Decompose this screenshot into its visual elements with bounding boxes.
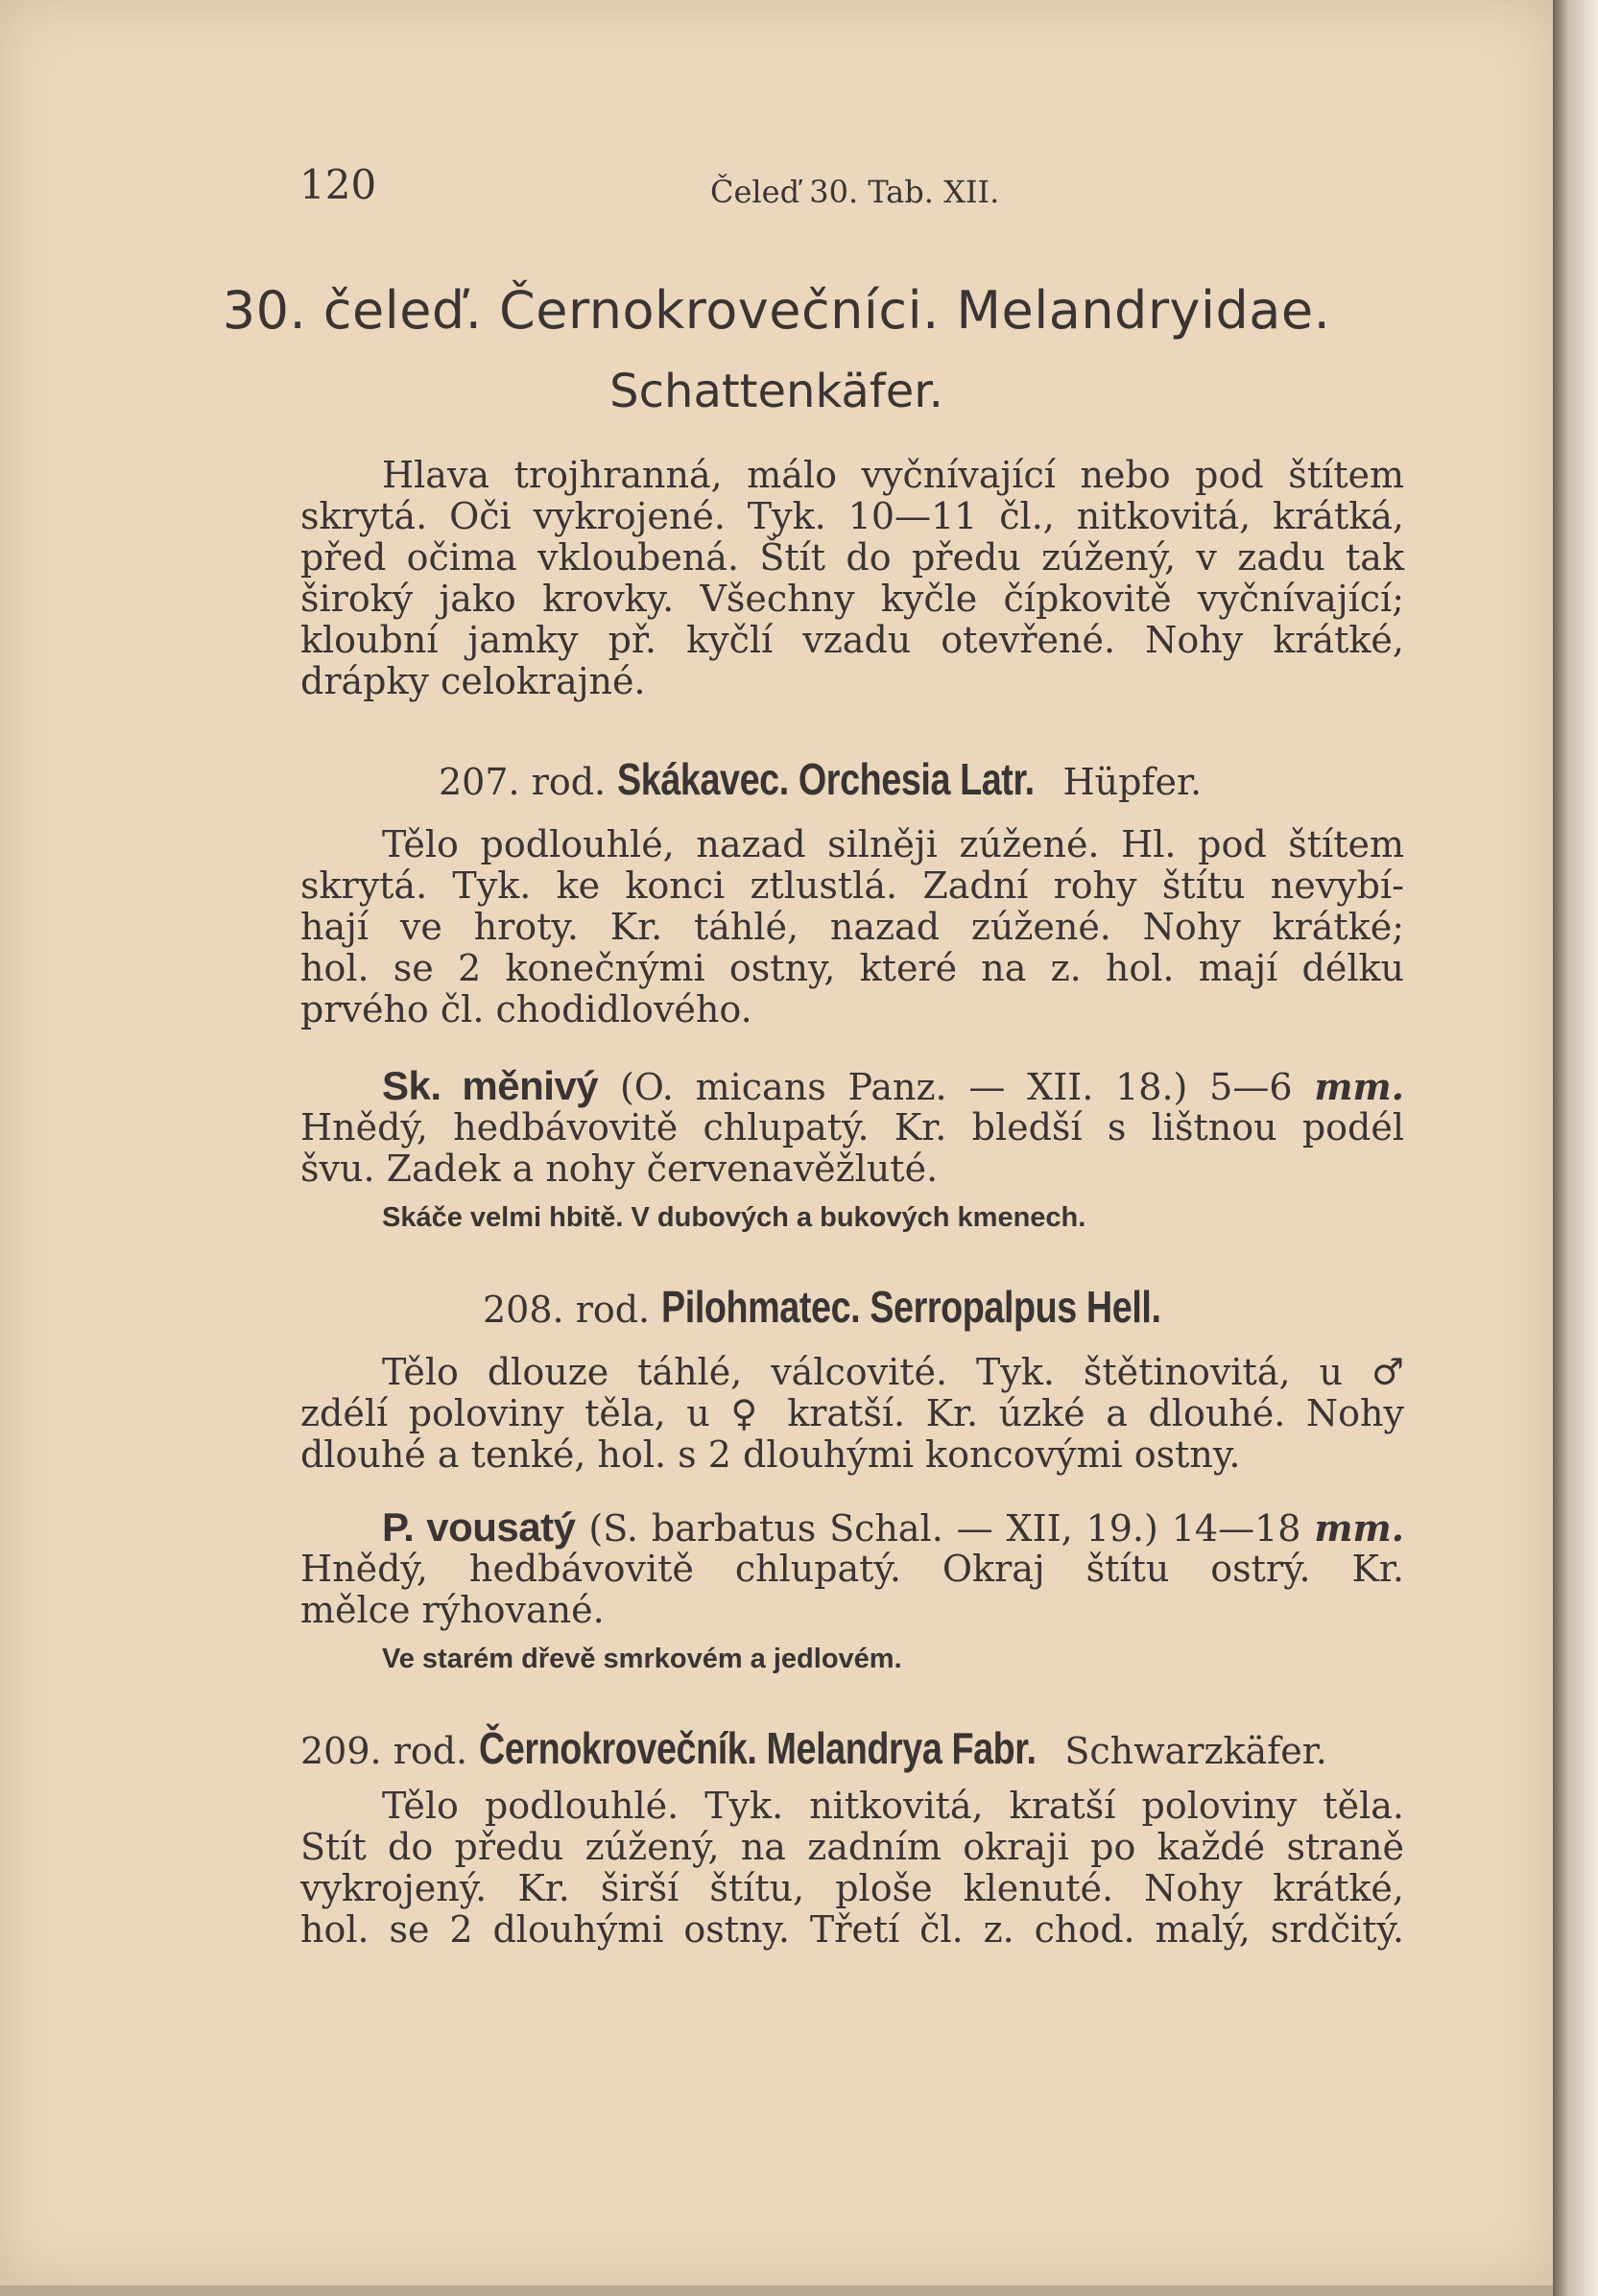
family-desc-line: drápky celokrajné.	[300, 660, 646, 702]
genus-heading	[439, 753, 1202, 805]
running-title: Čeleď 30. Tab. XII.	[710, 174, 1000, 210]
genus-desc-line: dlouhé a tenké, hol. s 2 dlouhými koncovými ostny.	[300, 1433, 1241, 1476]
genus-desc-line: skrytá. Tyk. ke konci ztlustlá. Zadní rohy štítu nevybí-	[300, 864, 1404, 907]
species-line	[382, 1504, 1404, 1550]
genus-heading	[483, 1281, 1271, 1333]
genus-desc-line: hol. se 2 dlouhými ostny. Třetí čl. z. chod. malý, srdčitý.	[300, 1908, 1404, 1951]
genus-name: Skákavec. Orchesia Latr.	[617, 754, 1035, 804]
species-note: Ve starém dřevě smrkovém a jedlovém.	[382, 1644, 902, 1674]
species-name: Sk. měnivý	[382, 1063, 599, 1108]
species-line	[382, 1063, 1404, 1108]
genus-number: 208. rod.	[483, 1289, 651, 1331]
page-number: 120	[299, 161, 377, 208]
family-desc-line: široký jako krovky. Všechny kyčle čípkovitě vyčnívající;	[300, 578, 1404, 620]
genus-desc-line: Stít do předu zúžený, na zadním okraji po každé straně	[300, 1826, 1404, 1868]
book-spine-edge	[1553, 0, 1598, 2296]
page-bottom-edge	[0, 2285, 1553, 2296]
genus-number: 209. rod.	[300, 1730, 468, 1772]
species-desc-line: mělce rýhované.	[300, 1589, 605, 1631]
species-ref: (O. micans Panz. — XII. 18.) 5—6	[619, 1066, 1293, 1108]
genus-desc-line: vykrojený. Kr. širší štítu, ploše klenuté. Nohy krátké,	[300, 1867, 1404, 1909]
family-desc-line: skrytá. Oči vykrojené. Tyk. 10—11 čl., nitkovitá, krátká,	[300, 495, 1404, 537]
genus-desc-line: zdélí poloviny těla, u ♀ kratší. Kr. úzké a dlouhé. Nohy	[300, 1392, 1404, 1434]
family-desc-line: před očima vkloubená. Štít do předu zúžený, v zadu tak	[300, 536, 1404, 579]
family-subtitle: Schattenkäfer.	[609, 365, 943, 418]
family-desc-line: kloubní jamky př. kyčlí vzadu otevřené. Nohy krátké,	[300, 619, 1404, 661]
family-desc-line: Hlava trojhranná, málo vyčnívající nebo pod štítem	[382, 454, 1404, 496]
genus-desc-line: Tělo podlouhlé. Tyk. nitkovitá, kratší poloviny těla.	[382, 1785, 1404, 1827]
genus-name: Pilohmatec. Serropalpus Hell.	[661, 1282, 1161, 1332]
genus-name: Černokrovečník. Melandrya Fabr.	[479, 1723, 1037, 1773]
genus-desc-line: Tělo podlouhlé, nazad silněji zúžené. Hl. pod štítem	[382, 823, 1404, 865]
genus-number: 207. rod.	[439, 761, 607, 803]
species-unit: mm.	[1314, 1506, 1404, 1550]
species-desc-line: Hnědý, hedbávovitě chlupatý. Kr. bledší s lištnou podél	[300, 1106, 1404, 1148]
species-ref: (S. barbatus Schal. — XII, 19.) 14—18	[588, 1507, 1301, 1550]
species-name: P. vousatý	[382, 1504, 576, 1550]
family-title: 30. čeleď. Černokrovečníci. Melandryidae.	[222, 280, 1331, 341]
species-desc-line: Hnědý, hedbávovitě chlupatý. Okraj štítu ostrý. Kr.	[300, 1548, 1404, 1590]
genus-german-name: Hüpfer.	[1062, 761, 1203, 803]
genus-heading	[300, 1722, 1327, 1774]
genus-desc-line: hol. se 2 konečnými ostny, které na z. hol. mají délku	[300, 947, 1404, 989]
species-desc-line: švu. Zadek a nohy červenavěžluté.	[300, 1148, 939, 1190]
genus-desc-line: prvého čl. chodidlového.	[300, 988, 752, 1030]
genus-desc-line: Tělo dlouze táhlé, válcovité. Tyk. štětinovitá, u ♂	[382, 1351, 1404, 1393]
genus-german-name: Schwarzkäfer.	[1064, 1730, 1327, 1772]
species-unit: mm.	[1314, 1065, 1404, 1108]
genus-desc-line: hají ve hroty. Kr. táhlé, nazad zúžené. Nohy krátké;	[300, 906, 1404, 948]
species-note: Skáče velmi hbitě. V dubových a bukových kmenech.	[382, 1202, 1086, 1233]
